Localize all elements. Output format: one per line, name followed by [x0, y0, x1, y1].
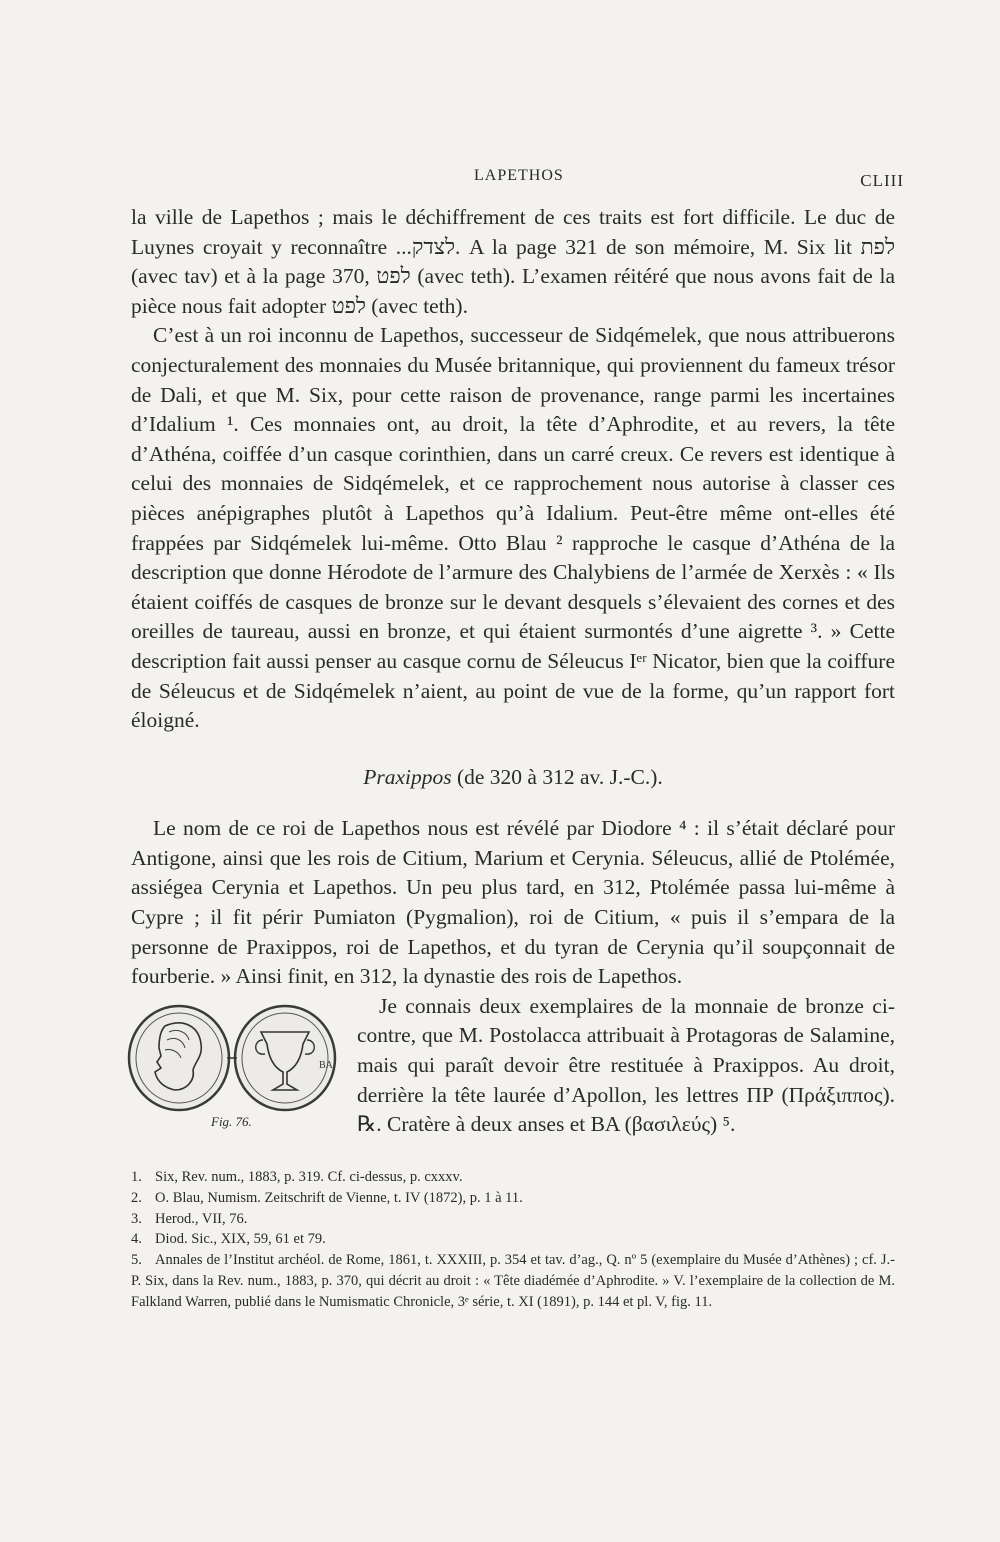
footnote-number: 1. [131, 1169, 142, 1185]
section-heading-name: Praxippos [363, 764, 452, 789]
paragraph-4: Je connais deux exemplaires de la monnaie de bronze ci-contre, que M. Postolacca attribuait à Protagoras de Salamine, mais qui paraît devoir être restituée à Praxippos. Au droit, derrière la tête laurée d’Apollon, les lettres ΠΡ (Πράξιππος). ℞. Cratère à deux anses et ΒΑ (βασιλεύς) ⁵. [357, 993, 895, 1137]
page-number: CLIII [860, 171, 904, 190]
footnote-number: 3. [131, 1210, 142, 1227]
footnote-1 [131, 1167, 895, 1188]
footnote-5 [131, 1250, 895, 1312]
footnote-4 [131, 1229, 895, 1250]
footnote-text: Annales de l’Institut archéol. de Rome, 1861, t. XXXIII, p. 354 et tav. d’ag., Q. nº 5 (exemplaire du Musée d’Athènes) ; cf. J.-P. Six, dans la Rev. num., 1883, p. 370, qui décrit au droit : « Tête diadémée d’Aphrodite. » V. l’exemplaire de la collection de M. Falkland Warren, publié dans le Numismatic Chronicle, 3ᵉ série, t. XI (1891), p. 144 et pl. V, fig. 11. [131, 1252, 895, 1310]
footnote-number: 5. [131, 1252, 142, 1269]
figure-caption: Fig. 76. [211, 1113, 252, 1129]
footnotes [131, 1167, 895, 1313]
coin-figure [125, 996, 343, 1134]
footnote-text: Diod. Sic., XIX, 59, 61 et 79. [155, 1231, 326, 1248]
paragraph-3: Le nom de ce roi de Lapethos nous est révélé par Diodore ⁴ : il s’était déclaré pour Antigone, ainsi que les rois de Citium, Marium et Cerynia. Séleucus, allié de Ptolémée, assiégea Cerynia et Lapethos. Un peu plus tard, en 312, Ptolémée passa lui-même à Cypre ; il fit périr Pumiaton (Pygmalion), roi de Citium, « puis il s’empara de la personne de Praxippos, roi de Lapethos, et du tyran de Cerynia qu’il soupçonnait de fourberie. » Ainsi finit, en 312, la dynastie des rois de Lapethos. [131, 816, 895, 989]
footnote-number: 2. [131, 1189, 142, 1206]
paragraph-1: la ville de Lapethos ; mais le déchiffrement de ces traits est fort difficile. Le duc de Luynes croyait y reconnaître ...לצדק. A la page 321 de son mémoire, M. Six lit לפת (avec tav) et à la page 370, לפט (avec teth). L’examen réitéré que nous avons fait de la pièce nous fait adopter לפט (avec teth). [131, 205, 896, 318]
footnote-number: 4. [131, 1231, 142, 1248]
section-heading [131, 763, 895, 793]
footnote-text: O. Blau, Numism. Zeitschrift de Vienne, t. IV (1872), p. 1 à 11. [155, 1189, 523, 1206]
main-text [131, 203, 895, 1140]
figure-section [131, 992, 895, 1140]
footnote-3 [131, 1209, 895, 1230]
footnote-text: Six, Rev. num., 1883, p. 319. Cf. ci-dessus, p. cxxxv. [155, 1169, 463, 1185]
page-header [0, 165, 1000, 195]
paragraph-2: C’est à un roi inconnu de Lapethos, successeur de Sidqémelek, que nous attribuerons conjecturalement des monnaies du Musée britannique, qui proviennent du fameux trésor de Dali, et que M. Six, pour cette raison de provenance, range parmi les incertaines d’Idalium ¹. Ces monnaies ont, au droit, la tête d’Aphrodite, et au revers, la tête d’Athéna, coiffée d’un casque corinthien, dans un carré creux. Ce revers est identique à celui des monnaies de Sidqémelek, et ce rapprochement nous autorise à classer ces pièces anépigraphes plutôt à Lapethos qu’à Idalium. Peut-être même ont-elles été frappées par Sidqémelek lui-même. Otto Blau ² rapproche le casque d’Athéna de la description que donne Hérodote de l’armure des Chalybiens de l’armée de Xerxès : « Ils étaient coiffés de casques de bronze sur le devant desquels s’élevaient des cornes et des oreilles de taureau, aussi en bronze, et qui étaient surmontés d’une aigrette ³. » Cette description fait aussi penser au casque cornu de Séleucus Iᵉʳ Nicator, bien que la coiffure de Séleucus et de Sidqémelek n’aient, au point de vue de la forme, qu’un rapport fort éloigné. [131, 323, 895, 733]
svg-text:BA: BA [319, 1059, 333, 1071]
footnote-text: Herod., VII, 76. [155, 1210, 248, 1227]
section-heading-dates: (de 320 à 312 av. J.-C.). [456, 764, 663, 789]
footnote-2 [131, 1188, 895, 1209]
running-head: LAPETHOS [474, 167, 564, 184]
